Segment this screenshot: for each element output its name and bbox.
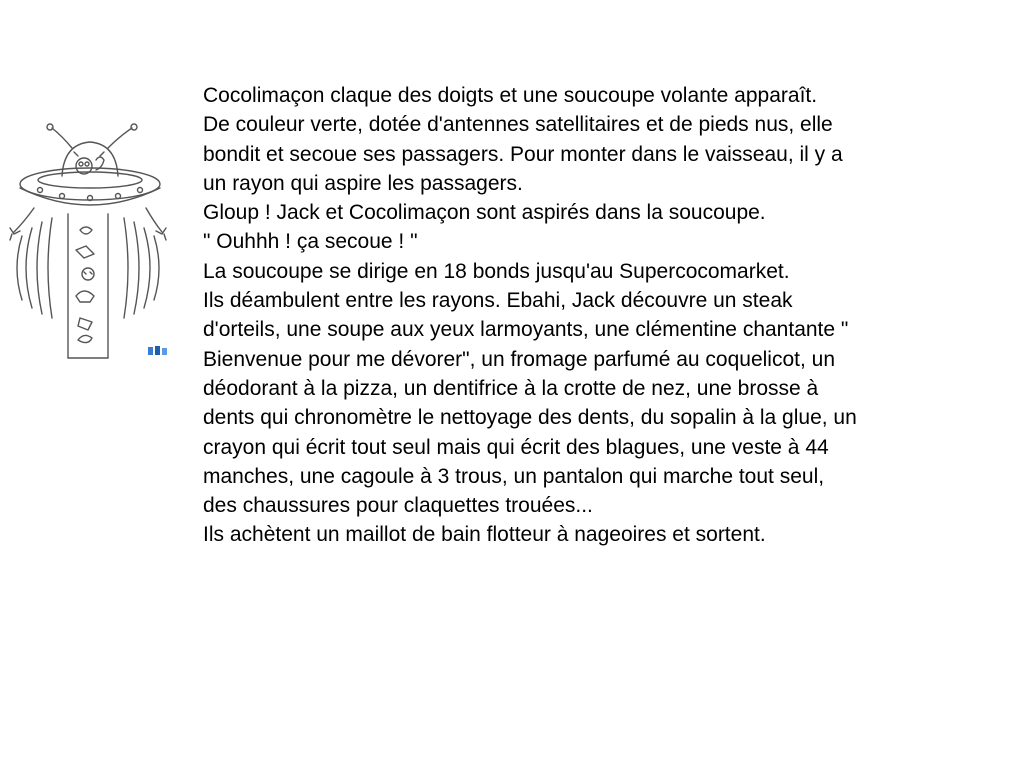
story-line: crayon qui écrit tout seul mais qui écrit des blagues, une veste à 44 bbox=[203, 435, 829, 459]
story-line: Ils achètent un maillot de bain flotteur à nageoires et sortent. bbox=[203, 523, 766, 547]
story-line: des chaussures pour claquettes trouées... bbox=[203, 494, 593, 518]
story-line: La soucoupe se dirige en 18 bonds jusqu'au Supercocomarket. bbox=[203, 259, 790, 283]
story-line: d'orteils, une soupe aux yeux larmoyants, une clémentine chantante " bbox=[203, 318, 849, 342]
story-text bbox=[203, 81, 993, 550]
story-line: Ils déambulent entre les rayons. Ebahi, Jack découvre un steak bbox=[203, 289, 793, 313]
story-line: Cocolimaçon claque des doigts et une soucoupe volante apparaît. bbox=[203, 84, 818, 107]
story-line: manches, une cagoule à 3 trous, un pantalon qui marche tout seul, bbox=[203, 464, 825, 488]
story-line: un rayon qui aspire les passagers. bbox=[203, 171, 523, 195]
story-line: bondit et secoue ses passagers. Pour monter dans le vaisseau, il y a bbox=[203, 142, 843, 166]
story-line: Bienvenue pour me dévorer", un fromage parfumé au coquelicot, un bbox=[203, 347, 835, 371]
ufo-illustration bbox=[4, 118, 176, 366]
logo-icon bbox=[147, 345, 169, 357]
story-line: " Ouhhh ! ça secoue ! " bbox=[203, 230, 418, 254]
story-line: Gloup ! Jack et Cocolimaçon sont aspirés dans la soucoupe. bbox=[203, 201, 766, 225]
story-line: déodorant à la pizza, un dentifrice à la crotte de nez, une brosse à bbox=[203, 376, 819, 400]
story-line: De couleur verte, dotée d'antennes satellitaires et de pieds nus, elle bbox=[203, 113, 833, 137]
ufo-with-tractor-beam-icon bbox=[4, 118, 176, 366]
story-line: dents qui chronomètre le nettoyage des dents, du sopalin à la glue, un bbox=[203, 406, 857, 430]
